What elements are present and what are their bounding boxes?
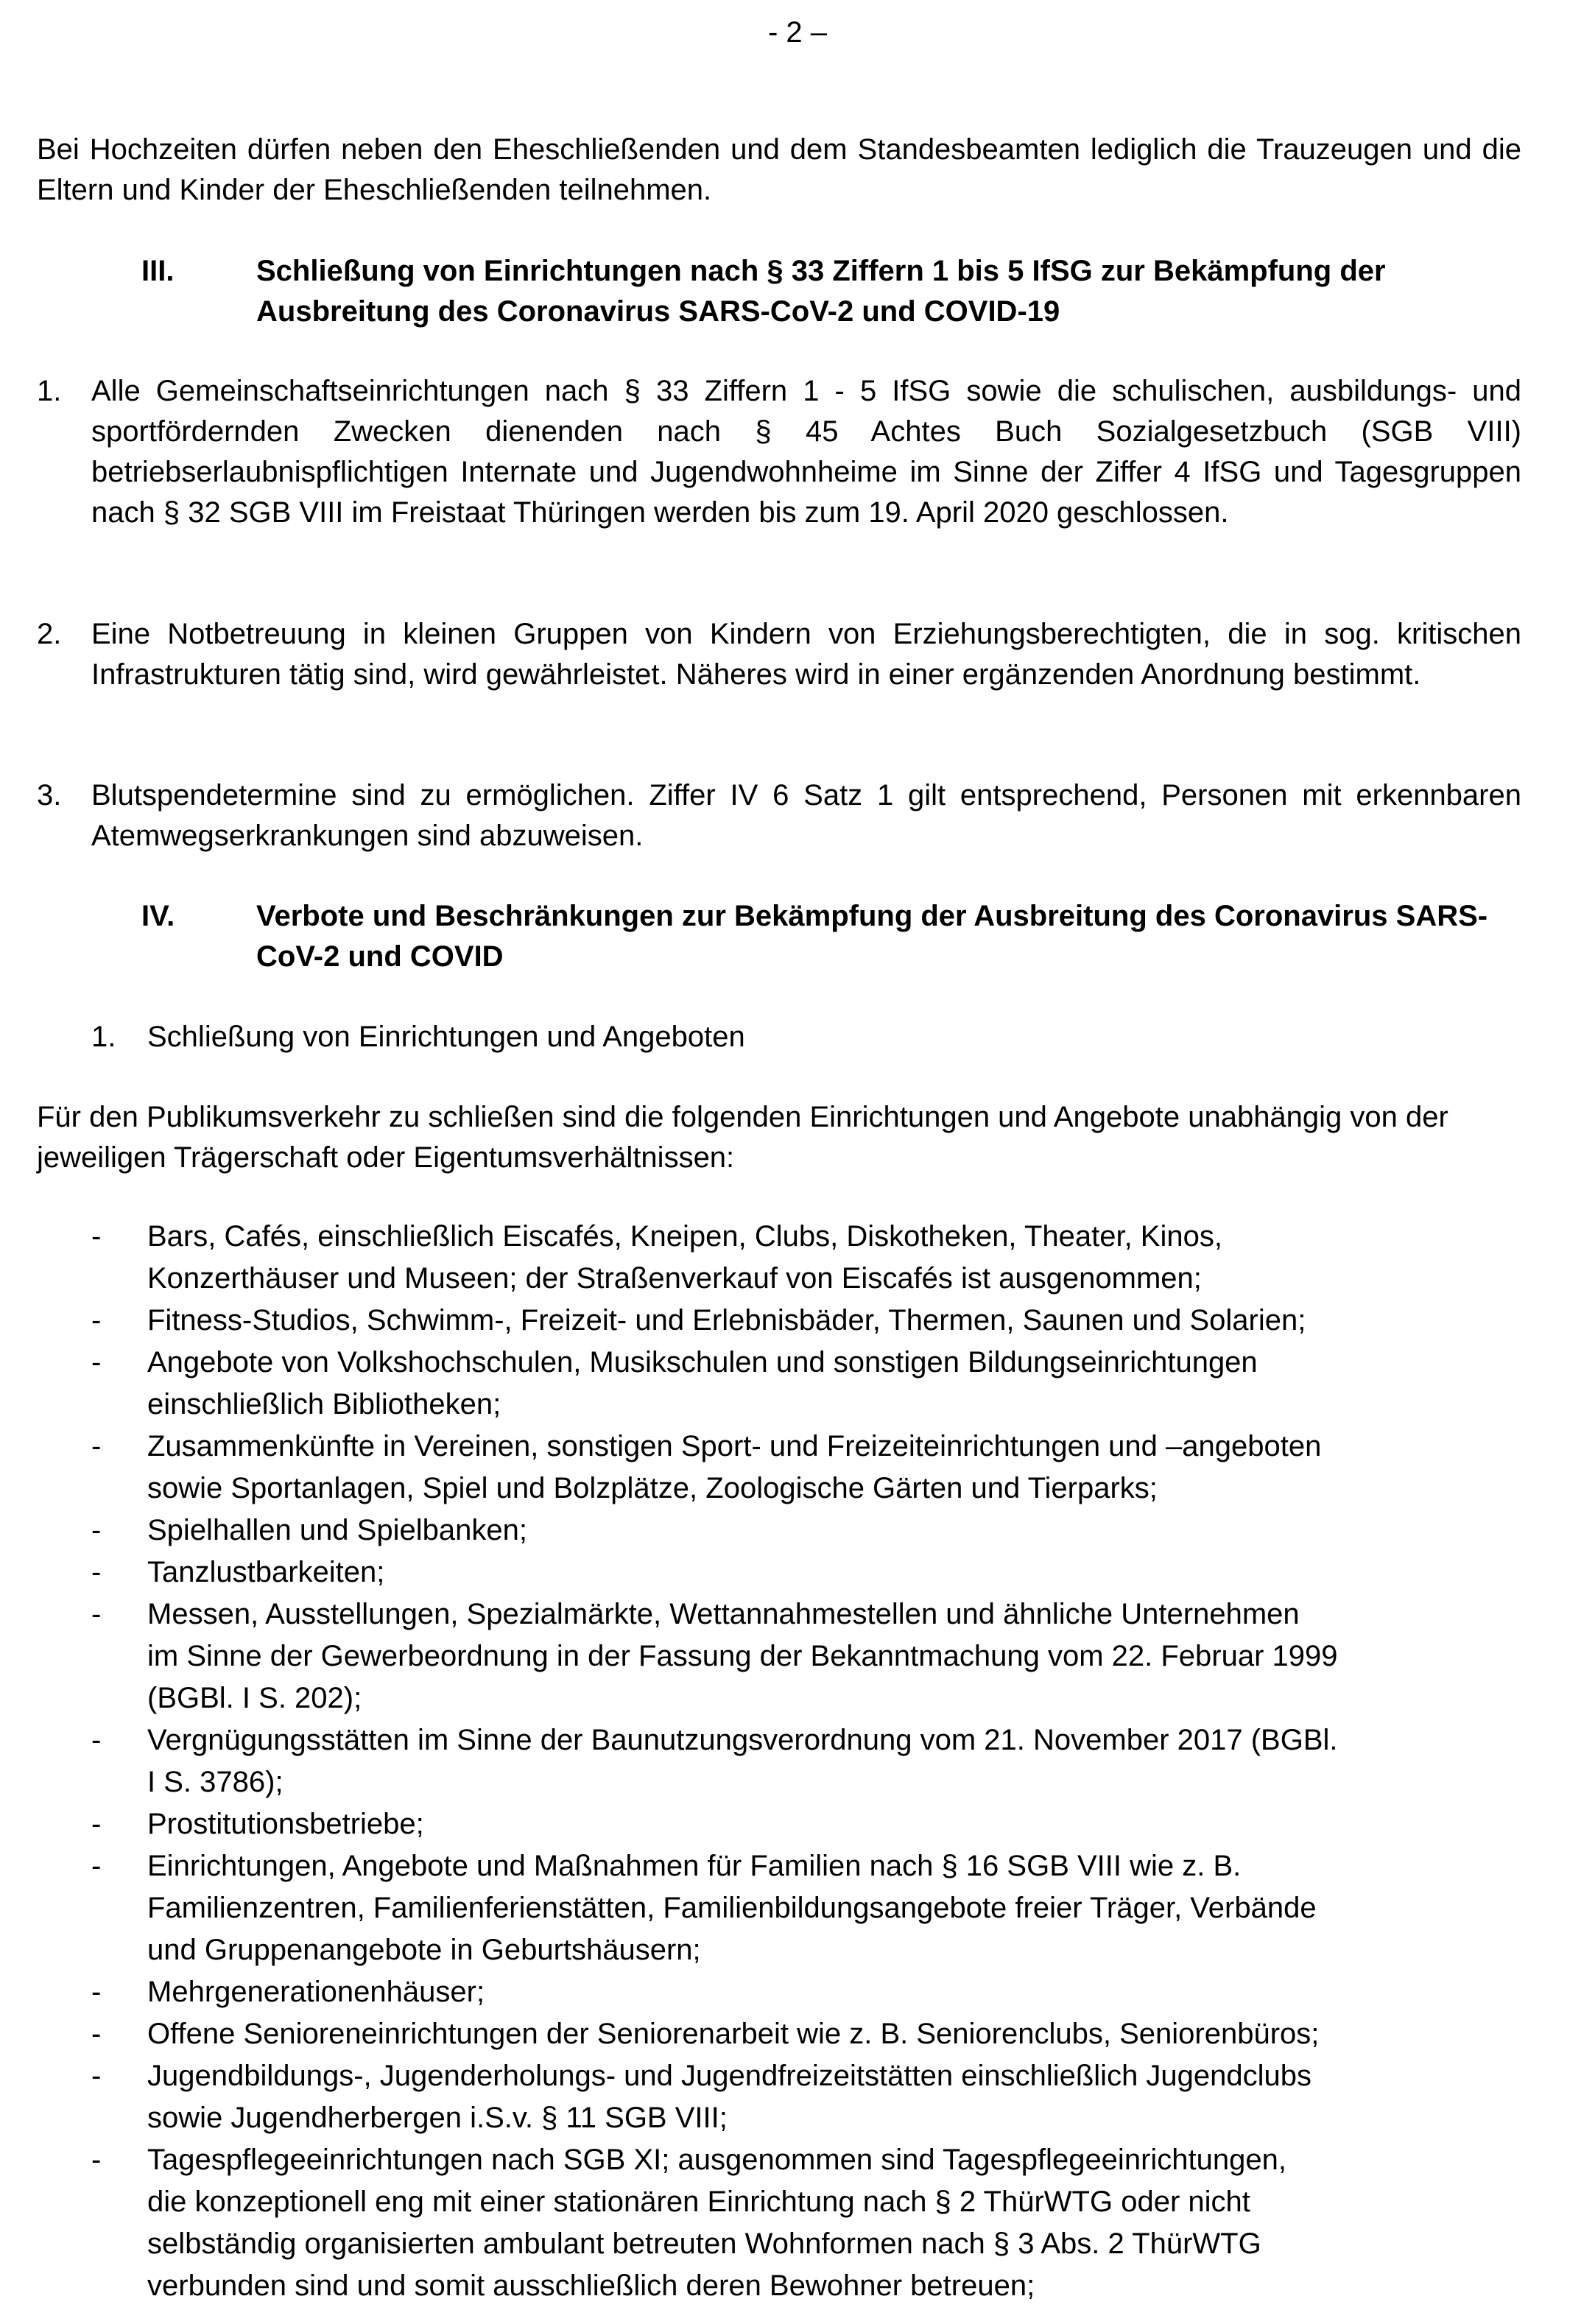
section-title: Verbote und Beschränkungen zur Bekämpfung der Ausbreitung des Coronavirus SARS-CoV-2 und COVID [256,900,1488,973]
list-item [37,1803,1521,1845]
list-item-text [147,1426,1521,1510]
list-item-text [147,2139,1521,2307]
section-heading-iii [141,251,1526,332]
list-bullet: - [91,1304,102,1337]
list-item-line: Angebote von Volkshochschulen, Musikschulen und sonstigen Bildungseinrichtungen [147,1346,1258,1378]
list-item [37,1971,1521,2013]
paragraph-number: 1. [37,375,62,407]
list-item-text [147,1300,1521,1342]
list-item-line: einschließlich Bibliotheken; [147,1388,501,1420]
numbered-paragraph [37,614,1521,695]
list-bullet: - [91,1514,102,1546]
list-item-text [147,1971,1521,2013]
numbered-paragraph [37,371,1521,533]
list-item-line: Messen, Ausstellungen, Spezialmärkte, Wettannahmestellen und ähnliche Unternehmen [147,1598,1300,1630]
subsection-heading [91,1017,1520,1057]
list-item-line: und Gruppenangebote in Geburtshäusern; [147,1934,701,1966]
paragraph-number: 3. [37,779,62,811]
list-item-line: Mehrgenerationenhäuser; [147,1976,485,2008]
list-item-text [147,1342,1521,1426]
list-item [37,2055,1521,2139]
list-item-text [147,1803,1521,1845]
list-item-line: sowie Jugendherbergen i.S.v. § 11 SGB VIII; [147,2102,728,2134]
list-item-line: Prostitutionsbetriebe; [147,1808,424,1840]
list-bullet: - [91,1430,102,1462]
subsection-title: Schließung von Einrichtungen und Angeboten [147,1021,745,1053]
intro-paragraph: Bei Hochzeiten dürfen neben den Eheschließenden und dem Standesbeamten lediglich die Trauzeugen und die Eltern und Kinder der Eheschließenden teilnehmen. [37,133,1521,206]
list-item-text [147,1510,1521,1552]
section-title: Schließung von Einrichtungen nach § 33 Ziffern 1 bis 5 IfSG zur Bekämpfung der Ausbreitung des Coronavirus SARS-CoV-2 und COVID-19 [256,255,1386,328]
list-item [37,1342,1521,1426]
page-number: - 2 – [767,16,828,49]
list-item [37,1552,1521,1594]
list-item-line: im Sinne der Gewerbeordnung in der Fassung der Bekanntmachung vom 22. Februar 1999 [147,1640,1338,1672]
list-bullet: - [91,1346,102,1378]
list-item-line: sowie Sportanlagen, Spiel und Bolzplätze, Zoologische Gärten und Tierparks; [147,1472,1158,1504]
paragraph-number: 2. [37,618,62,650]
section-heading-iv [141,896,1526,977]
list-item-line: Einrichtungen, Angebote und Maßnahmen für Familien nach § 16 SGB VIII wie z. B. [147,1850,1242,1882]
list-item [37,1594,1521,1719]
list-item-text [147,1216,1521,1300]
list-bullet: - [91,2018,102,2050]
list-item-text [147,1594,1521,1719]
section-number: III. [141,255,175,287]
list-bullet: - [91,1556,102,1588]
list-item-line: Tanzlustbarkeiten; [147,1556,385,1588]
list-bullet: - [91,2060,102,2092]
list-item [37,1719,1521,1803]
list-item [37,1510,1521,1552]
list-item-line: Spielhallen und Spielbanken; [147,1514,527,1546]
list-item-line: I S. 3786); [147,1766,284,1798]
list-item-line: Fitness-Studios, Schwimm-, Freizeit- und Erlebnisbäder, Thermen, Saunen und Solarien; [147,1304,1306,1337]
list-item [37,1426,1521,1510]
list-item-line: Jugendbildungs-, Jugenderholungs- und Jugendfreizeitstätten einschließlich Jugendclubs [147,2060,1312,2092]
list-item [37,1300,1521,1342]
lead-paragraph: Für den Publikumsverkehr zu schließen sind die folgenden Einrichtungen und Angebote unabhängig von der jeweiligen Trägerschaft oder Eigentumsverhältnissen: [37,1101,1448,1174]
list-bullet: - [91,1850,102,1882]
list-item-text [147,1719,1521,1803]
list-item [37,2139,1521,2307]
list-bullet: - [91,1976,102,2008]
list-bullet: - [91,2144,102,2176]
list-item-line: Bars, Cafés, einschließlich Eiscafés, Kneipen, Clubs, Diskotheken, Theater, Kinos, [147,1220,1222,1253]
list-bullet: - [91,1808,102,1840]
list-item [37,2013,1521,2055]
closure-list [37,1216,1521,2307]
list-item-text [147,1845,1521,1971]
list-item-line: die konzeptionell eng mit einer stationären Einrichtung nach § 2 ThürWTG oder nicht [147,2186,1250,2218]
list-item [37,1845,1521,1971]
list-item-line: Zusammenkünfte in Vereinen, sonstigen Sport- und Freizeiteinrichtungen und –angeboten [147,1430,1322,1462]
list-item-line: Tagespflegeeinrichtungen nach SGB XI; ausgenommen sind Tagespflegeeinrichtungen, [147,2144,1286,2176]
paragraph-text: Alle Gemeinschaftseinrichtungen nach § 33 Ziffern 1 - 5 IfSG sowie die schulischen, ausbildungs- und sportfördernden Zwecken dienenden nach § 45 Achtes Buch Sozialgesetzbuch (SGB VIII) betriebserlaubnispflichtigen Internate und Jugendwohnheime im Sinne der Ziffer 4 IfSG und Tagesgruppen nach § 32 SGB VIII im Freistaat Thüringen werden bis zum 19. April 2020 geschlossen. [91,375,1521,529]
list-bullet: - [91,1724,102,1756]
paragraph-text: Blutspendetermine sind zu ermöglichen. Ziffer IV 6 Satz 1 gilt entsprechend, Personen mit erkennbaren Atemwegserkrankungen sind abzuweisen. [91,779,1521,852]
section-number: IV. [141,900,175,932]
subsection-number: 1. [91,1021,116,1053]
list-item-text [147,2055,1521,2139]
list-item-text [147,1552,1521,1594]
list-item-line: Familienzentren, Familienferienstätten, Familienbildungsangebote freier Träger, Verbände [147,1892,1317,1924]
numbered-paragraph [37,775,1521,856]
list-item-line: Konzerthäuser und Museen; der Straßenverkauf von Eiscafés ist ausgenommen; [147,1262,1202,1295]
list-item-line: Offene Senioreneinrichtungen der Seniorenarbeit wie z. B. Seniorenclubs, Seniorenbüros; [147,2018,1320,2050]
list-bullet: - [91,1220,102,1253]
list-item-text [147,2013,1521,2055]
list-item-line: (BGBl. I S. 202); [147,1682,362,1714]
paragraph-text: Eine Notbetreuung in kleinen Gruppen von Kindern von Erziehungsberechtigten, die in sog. kritischen Infrastrukturen tätig sind, wird gewährleistet. Näheres wird in einer ergänzenden Anordnung bestimmt. [91,618,1521,691]
list-item [37,1216,1521,1300]
list-item-line: selbständig organisierten ambulant betreuten Wohnformen nach § 3 Abs. 2 ThürWTG [147,2228,1261,2260]
list-bullet: - [91,1598,102,1630]
list-item-line: Vergnügungsstätten im Sinne der Baunutzungsverordnung vom 21. November 2017 (BGBl. [147,1724,1338,1756]
list-item-line: verbunden sind und somit ausschließlich deren Bewohner betreuen; [147,2270,1035,2302]
